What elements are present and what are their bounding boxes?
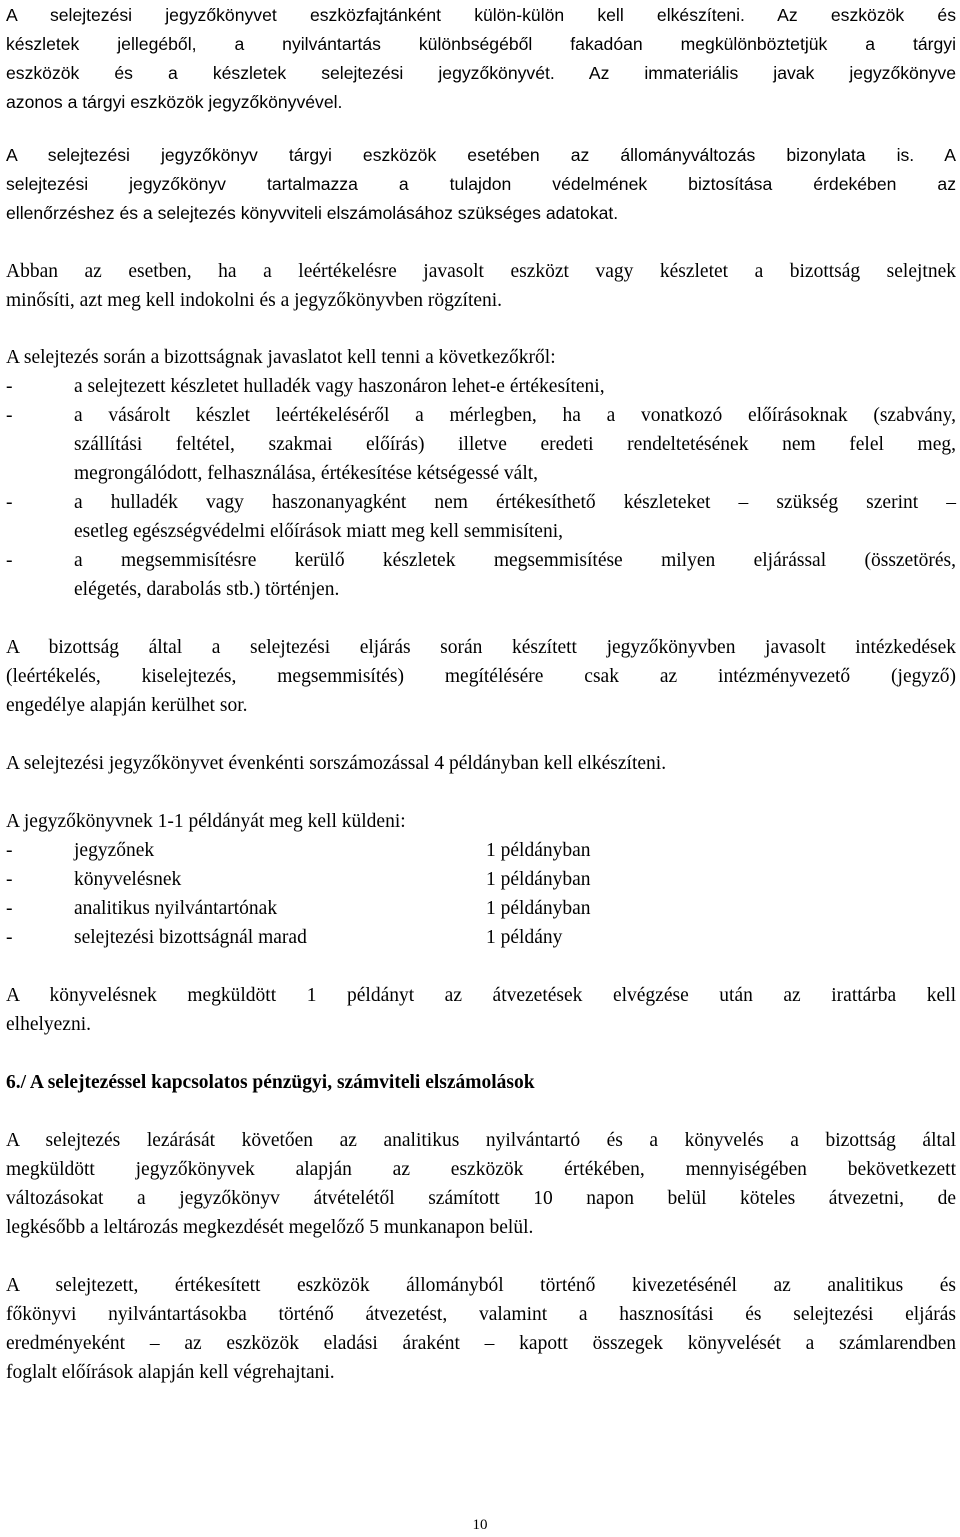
recipient-row: [6, 923, 956, 952]
dash-bullet: -: [6, 898, 13, 919]
recipient-copies: 1 példányban: [486, 840, 591, 861]
text-line: esetleg egészségvédelmi előírások miatt meg kell semmisíteni,: [74, 521, 563, 542]
dash-bullet: -: [6, 376, 13, 397]
text-line: a hulladék vagy haszonanyagként nem értékesíthető készleteket – szükség szerint –: [74, 492, 956, 513]
text-line: foglalt előírások alapján kell végrehajtani.: [6, 1362, 335, 1383]
text-line: A selejtezés lezárását követően az analitikus nyilvántartó és a könyvelés a bizottság által: [6, 1130, 956, 1151]
text-line: eszközök és a készletek selejtezési jegyzőkönyvét. Az immateriális javak jegyzőkönyve: [6, 63, 956, 83]
paragraph-peldanyszam: [6, 749, 956, 778]
dash-bullet: -: [6, 492, 13, 513]
text-line: szállítási feltétel, szakmai előírás) illetve eredeti rendeltetésének nem felel meg,: [74, 434, 956, 455]
dash-bullet: -: [6, 840, 13, 861]
dash-bullet: -: [6, 869, 13, 890]
recipient-row: [6, 894, 956, 923]
text-line: A selejtezési jegyzőkönyvet évenkénti sorszámozással 4 példányban kell elkészíteni.: [6, 753, 667, 774]
paragraph-kuldesi-lista: [6, 807, 956, 952]
dash-bullet: -: [6, 927, 13, 948]
list-item: [6, 546, 956, 604]
text-line: A könyvelésnek megküldött 1 példányt az átvezetések elvégzése után az irattárba kell: [6, 985, 956, 1006]
recipient-row: [6, 865, 956, 894]
list-item: [6, 488, 956, 546]
recipient-copies: 1 példányban: [486, 898, 591, 919]
text-line: megküldött jegyzőkönyvek alapján az eszközök értékében, mennyiségében bekövetkezett: [6, 1159, 956, 1180]
section-title: 6./ A selejtezéssel kapcsolatos pénzügyi, számviteli elszámolások: [6, 1072, 535, 1093]
paragraph-intezkedesek: [6, 633, 956, 720]
paragraph-irattar: [6, 981, 956, 1039]
recipient-copies: 1 példányban: [486, 869, 591, 890]
recipient-name: selejtezési bizottságnál marad: [74, 927, 307, 948]
paragraph-selejtnek-minosites: [6, 257, 956, 315]
text-line: a vásárolt készlet leértékeléséről a mérlegben, ha a vonatkozó előírásoknak (szabvány,: [74, 405, 956, 426]
list-item: [6, 401, 956, 488]
list-item: [6, 372, 956, 401]
text-line: A bizottság által a selejtezési eljárás során készített jegyzőkönyvben javasolt intézkedések: [6, 637, 956, 658]
text-line: ellenőrzéshez és a selejtezés könyvviteli elszámolásához szükséges adatokat.: [6, 203, 619, 223]
paragraph-atvezetes-hatarido: [6, 1126, 956, 1242]
text-line: Abban az esetben, ha a leértékelésre javasolt eszközt vagy készletet a bizottság selejtnek: [6, 261, 956, 282]
text-line: készletek jellegéből, a nyilvántartás különbségéből fakadóan megkülönböztetjük a tárgyi: [6, 34, 956, 54]
text-line: selejtezési jegyzőkönyv tartalmazza a tulajdon védelmének biztosítása érdekében az: [6, 174, 956, 194]
text-line: elégetés, darabolás stb.) történjen.: [74, 579, 340, 600]
text-line: azonos a tárgyi eszközök jegyzőkönyvével.: [6, 92, 343, 112]
text-line: főkönyvi nyilvántartásokba történő átvezetést, valamint a hasznosítási és selejtezési eljárás: [6, 1304, 956, 1325]
text-line: eredményeként – az eszközök eladási áraként – kapott összegek könyvelését a számlarendben: [6, 1333, 956, 1354]
text-line: változásokat a jegyzőkönyv átvételétől számított 10 napon belül köteles átvezetni, de: [6, 1188, 956, 1209]
text-line: megrongálódott, felhasználása, értékesítése kétségessé vált,: [74, 463, 539, 484]
section-heading: [6, 1068, 956, 1097]
recipient-name: könyvelésnek: [74, 869, 182, 890]
list-intro: A jegyzőkönyvnek 1-1 példányát meg kell küldeni:: [6, 811, 406, 832]
text-line: (leértékelés, kiselejtezés, megsemmisítés) megítélésére csak az intézményvezető (jegyző): [6, 666, 956, 687]
recipient-name: analitikus nyilvántartónak: [74, 898, 278, 919]
recipient-name: jegyzőnek: [74, 840, 155, 861]
paragraph-javaslat-list: [6, 343, 956, 604]
text-line: a selejtezett készletet hulladék vagy haszonáron lehet-e értékesíteni,: [74, 376, 605, 397]
dash-bullet: -: [6, 550, 13, 571]
text-line: A selejtezési jegyzőkönyvet eszközfajtánként külön-külön kell elkészíteni. Az eszközök és: [6, 5, 956, 25]
text-line: elhelyezni.: [6, 1014, 91, 1035]
text-line: minősíti, azt meg kell indokolni és a jegyzőkönyvben rögzíteni.: [6, 290, 503, 311]
recipient-row: [6, 836, 956, 865]
page-number: 10: [472, 1517, 488, 1533]
text-line: A selejtezett, értékesített eszközök állományból történő kivezetésénél az analitikus és: [6, 1275, 956, 1296]
text-line: legkésőbb a leltározás megkezdését megelőző 5 munkanapon belül.: [6, 1217, 534, 1238]
paragraph-kivezetes: [6, 1271, 956, 1387]
text-line: A selejtezési jegyzőkönyv tárgyi eszközök esetében az állományváltozás bizonylata is. A: [6, 145, 956, 165]
paragraph-eszkozfajta: [6, 1, 956, 117]
list-intro: A selejtezés során a bizottságnak javaslatot kell tenni a következőkről:: [6, 347, 556, 368]
text-line: a megsemmisítésre kerülő készletek megsemmisítése milyen eljárással (összetörés,: [74, 550, 956, 571]
recipient-copies: 1 példány: [486, 927, 563, 948]
dash-bullet: -: [6, 405, 13, 426]
paragraph-bizonylat: [6, 141, 956, 228]
text-line: engedélye alapján kerülhet sor.: [6, 695, 248, 716]
